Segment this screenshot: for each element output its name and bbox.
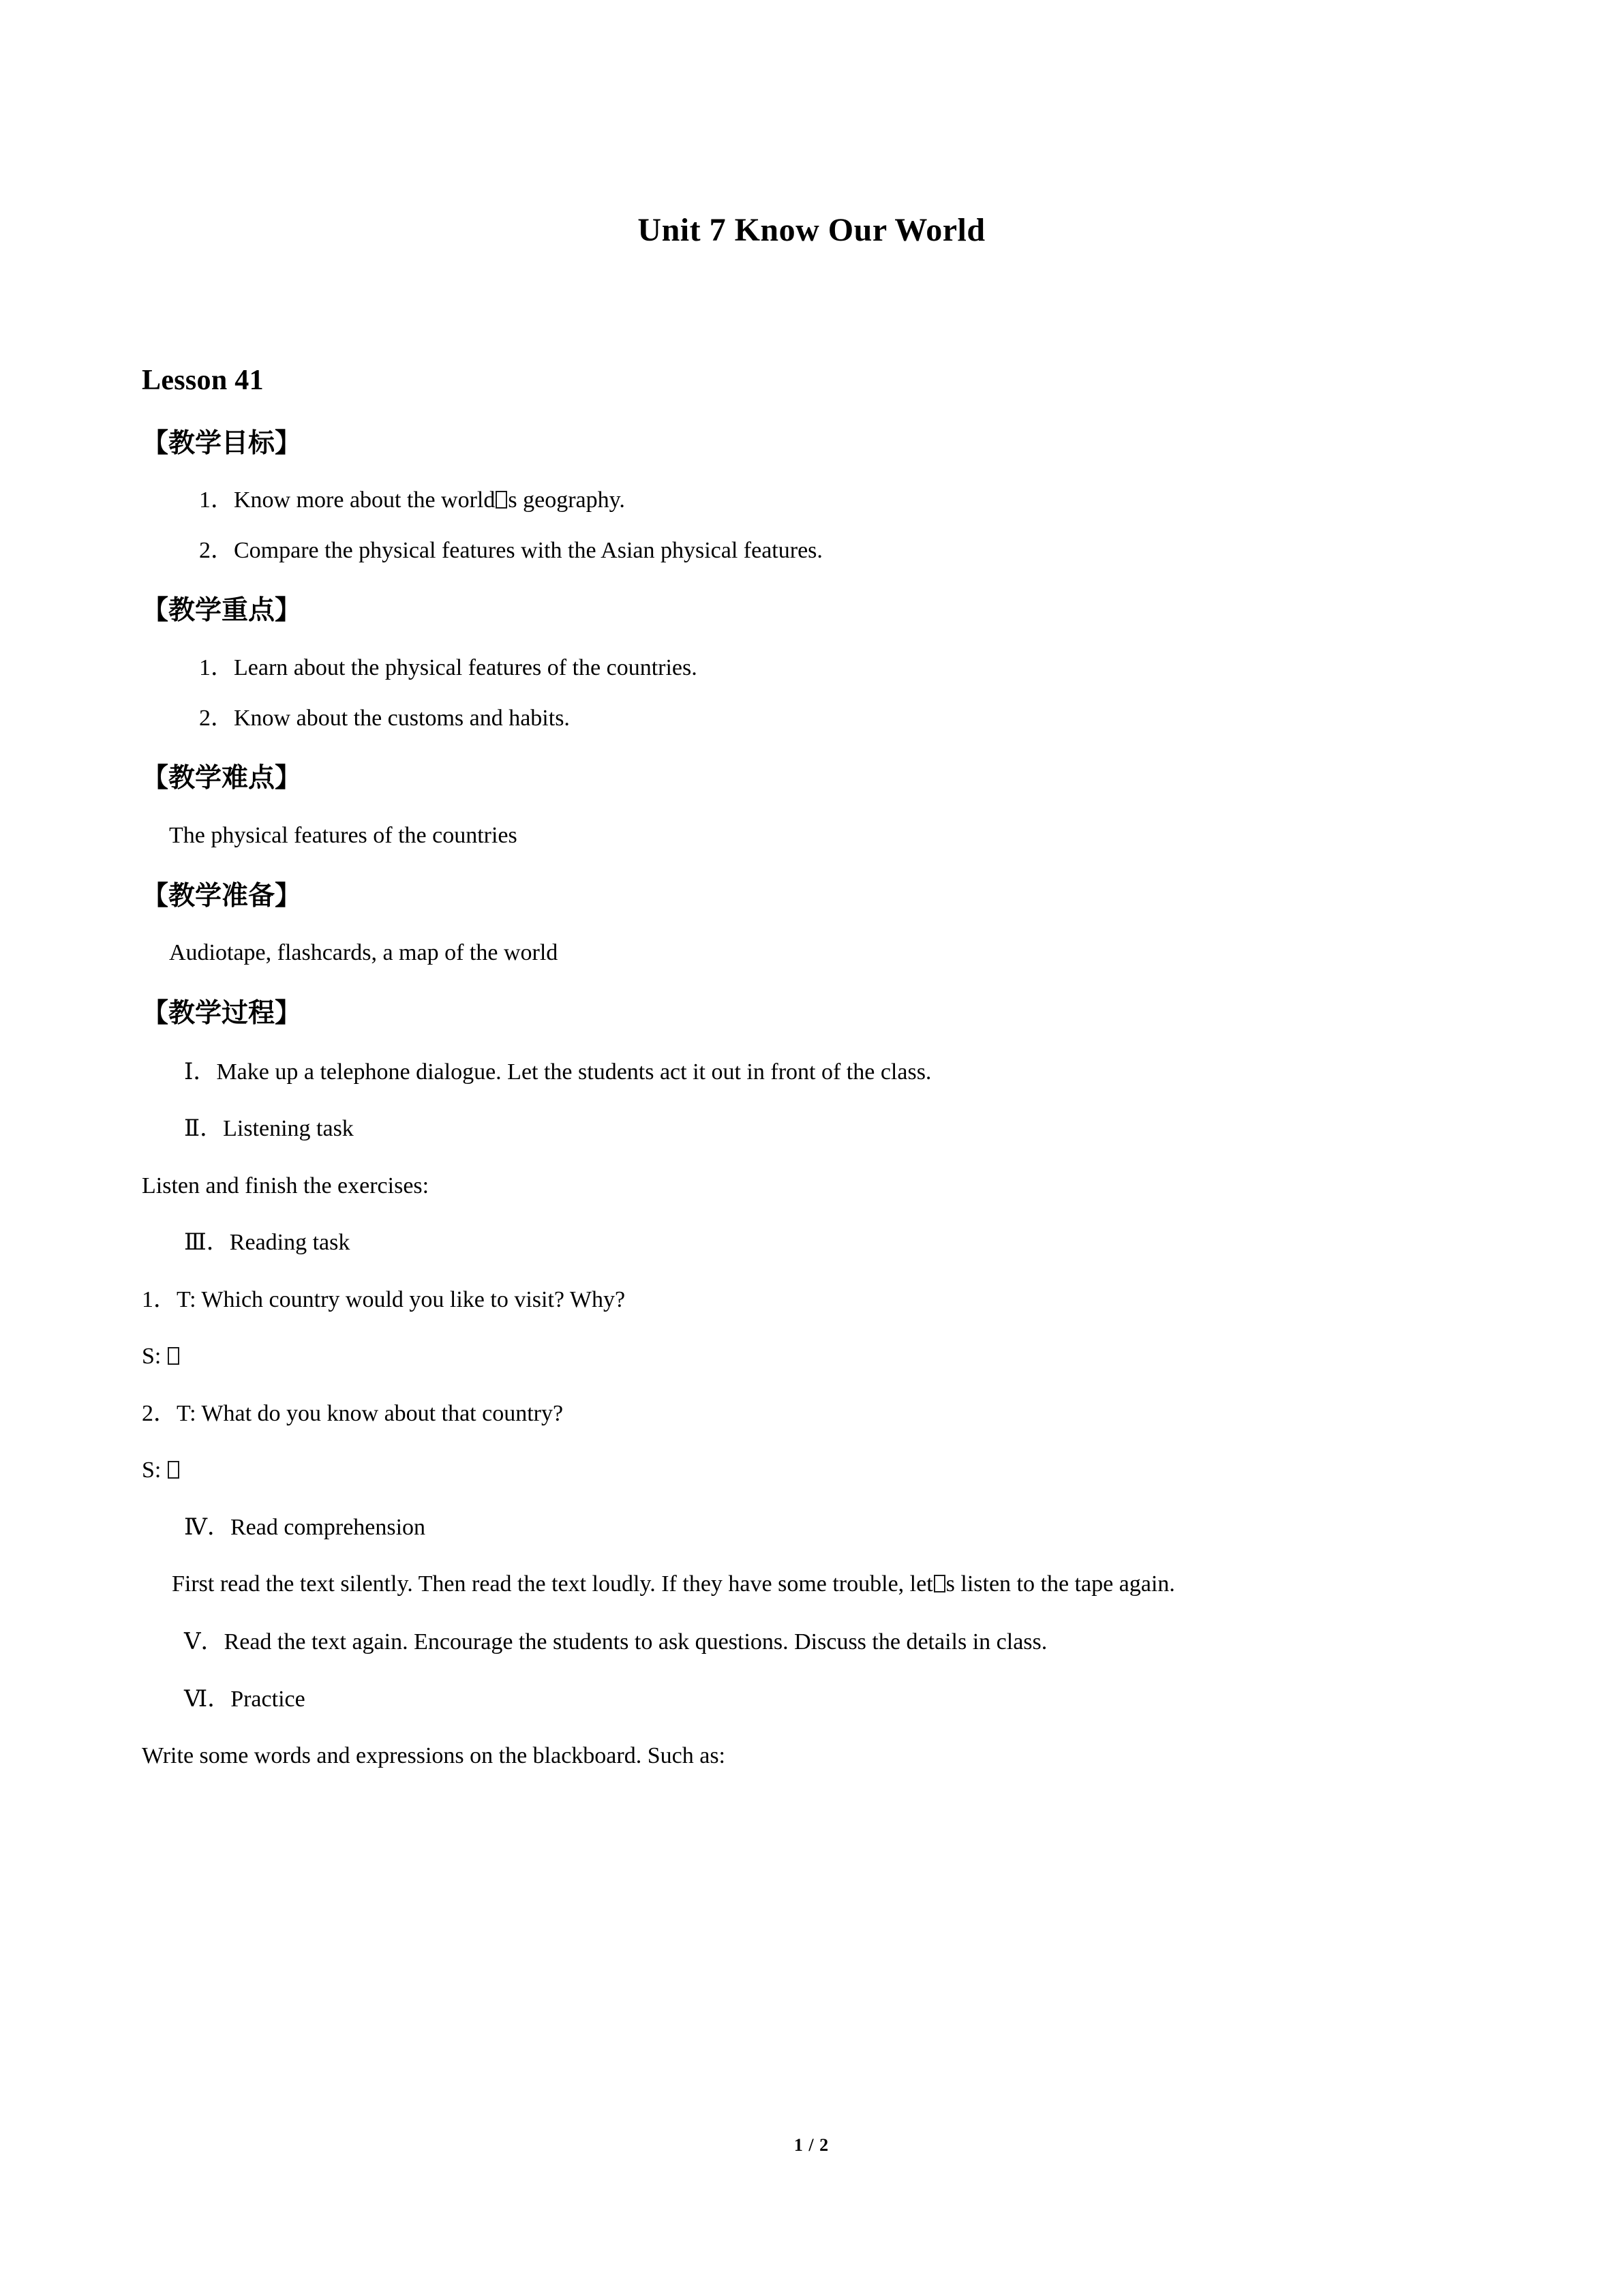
qa-question-2 — [142, 1372, 1481, 1429]
list-item-text: Know about the customs and habits. — [234, 705, 570, 731]
procedure-step-3 — [142, 1200, 1481, 1258]
qa-number: 2． — [142, 1400, 177, 1426]
list-item-text: Know more about the world — [234, 487, 496, 513]
step-marker: Ⅵ． — [184, 1686, 231, 1712]
list-item — [142, 683, 1481, 734]
list-item-number: 1． — [199, 487, 234, 513]
qa-number: 1． — [142, 1286, 177, 1312]
procedure-step-1 — [142, 1030, 1481, 1087]
step-text: Make up a telephone dialogue. Let the students act it out in front of the class. — [216, 1059, 932, 1085]
step-marker: Ⅳ． — [184, 1514, 230, 1540]
step-text: Read the text again. Encourage the students to ask questions. Discuss the details in class. — [224, 1629, 1048, 1655]
procedure-step-4 — [142, 1485, 1481, 1543]
qa-answer-label: S: — [142, 1344, 162, 1370]
step-marker: Ⅱ． — [184, 1116, 224, 1142]
section-heading-procedure: 【教学过程】 — [142, 998, 302, 1028]
procedure-step-6 — [142, 1657, 1481, 1715]
qa-answer-label: S: — [142, 1457, 162, 1483]
list-item — [142, 627, 1481, 683]
body-text-tail: s listen to the tape again. — [945, 1571, 1175, 1597]
difficulties-body: The physical features of the countries — [169, 823, 517, 849]
step-text: Listening task — [223, 1116, 354, 1142]
missing-glyph-box-icon — [168, 1347, 179, 1365]
practice-body: Write some words and expressions on the blackboard. Such as: — [142, 1743, 725, 1769]
document-content — [142, 0, 1481, 1771]
qa-text: T: What do you know about that country? — [177, 1400, 564, 1426]
qa-question-1 — [142, 1258, 1481, 1315]
listen-instruction: Listen and finish the exercises: — [142, 1173, 429, 1198]
list-item-number: 2． — [199, 705, 234, 731]
step-text: Read comprehension — [230, 1514, 426, 1540]
missing-glyph-box-icon — [934, 1575, 945, 1592]
step-marker: Ⅲ． — [184, 1230, 230, 1256]
missing-glyph-box-icon — [496, 491, 507, 509]
lesson-heading: Lesson 41 — [142, 365, 264, 397]
missing-glyph-box-icon — [168, 1461, 179, 1479]
list-item-text: Learn about the physical features of the countries. — [234, 655, 697, 681]
list-item-text: Compare the physical features with the Asian physical features. — [234, 537, 823, 563]
read-comprehension-body — [142, 1542, 1481, 1600]
qa-answer-1 — [142, 1314, 1481, 1372]
list-item — [142, 515, 1481, 566]
section-heading-objectives: 【教学目标】 — [142, 428, 302, 458]
preparation-body: Audiotape, flashcards, a map of the world — [169, 940, 558, 966]
list-item-number: 1． — [199, 655, 234, 681]
section-heading-key-points: 【教学重点】 — [142, 596, 302, 626]
qa-answer-2 — [142, 1428, 1481, 1485]
step-marker: Ⅰ． — [184, 1059, 217, 1085]
page-title: Unit 7 Know Our World — [637, 212, 986, 248]
list-item — [142, 459, 1481, 515]
step-text: Reading task — [229, 1230, 350, 1256]
body-text-head: First read the text silently. Then read the text loudly. If they have some trouble, let — [172, 1571, 933, 1597]
page-footer: 1 / 2 — [793, 2135, 830, 2155]
section-heading-preparation: 【教学准备】 — [142, 881, 302, 911]
qa-text: T: Which country would you like to visit? Why? — [177, 1286, 626, 1312]
procedure-step-2 — [142, 1087, 1481, 1144]
list-item-text-tail: s geography. — [508, 487, 625, 513]
list-item-number: 2． — [199, 537, 234, 563]
procedure-step-5 — [142, 1600, 1481, 1657]
step-text: Practice — [230, 1686, 305, 1712]
section-heading-difficulties: 【教学难点】 — [142, 764, 302, 794]
step-marker: Ⅴ． — [184, 1629, 224, 1655]
